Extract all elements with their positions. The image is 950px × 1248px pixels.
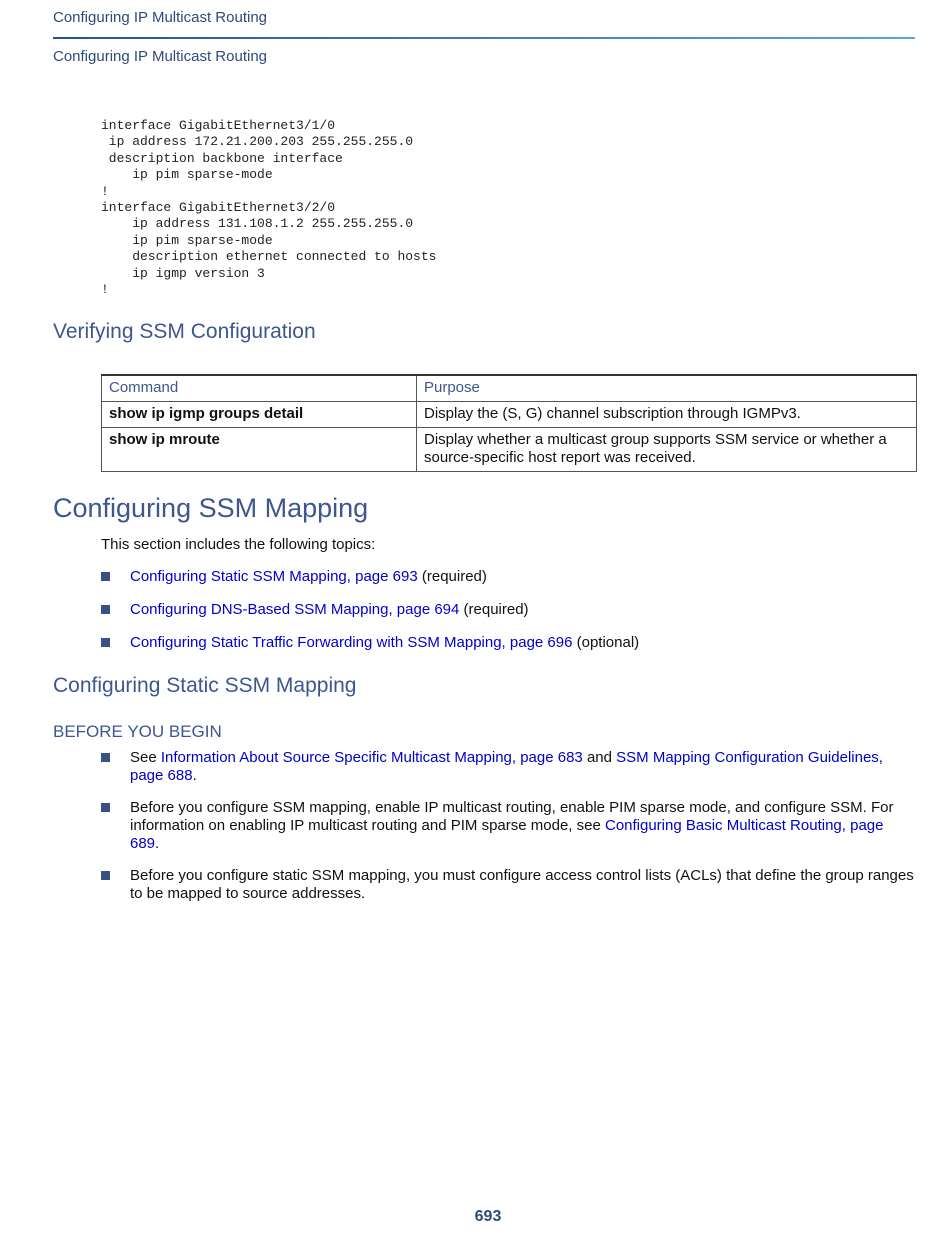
basic-multicast-link[interactable]: Configuring Basic Multicast Routing, page 689: [130, 817, 884, 852]
verify-heading: Verifying SSM Configuration: [53, 320, 316, 343]
bullet-square-icon: [101, 638, 110, 647]
list-item: [101, 867, 916, 903]
prereq-text: .: [155, 835, 160, 852]
list-item: [101, 568, 916, 586]
bullet-square-icon: [101, 605, 110, 614]
mapping-heading: Configuring SSM Mapping: [53, 493, 369, 523]
header-rule: [53, 37, 915, 39]
topic-suffix: (required): [417, 568, 487, 585]
config-code-block: interface GigabitEthernet3/1/0 ip address 172.21.200.203 255.255.255.0 description backbone interface ip pim sparse-mode ! interface GigabitEthernet3/2/0 ip address 131.108.1.2 255.255.255.0 ip pim sparse-mode description ethernet connected to hosts ip igmp version 3 !: [101, 118, 437, 298]
prereq-text: See: [130, 749, 161, 766]
bullet-square-icon: [101, 572, 110, 581]
prereq-text: Before you configure static SSM mapping, you must configure access control lists (ACLs) that define the group ranges to be mapped to source addresses.: [130, 867, 914, 902]
mapping-intro: This section includes the following topics:: [101, 536, 376, 553]
table-cell-purpose: Display whether a multicast group supports SSM service or whether a source-specific host report was received.: [417, 428, 917, 472]
table-row: [102, 428, 917, 472]
list-item: [101, 749, 916, 785]
table-cell-command: show ip igmp groups detail: [102, 402, 417, 428]
info-ssm-mapping-link[interactable]: Information About Source Specific Multicast Mapping, page 683: [160, 749, 583, 766]
topic-link-forwarding[interactable]: Configuring Static Traffic Forwarding with SSM Mapping, page 696: [130, 634, 573, 651]
topic-suffix: (optional): [572, 634, 640, 651]
table-header-purpose: Purpose: [417, 375, 917, 402]
page-number: 693: [474, 1208, 502, 1225]
list-item: [101, 634, 916, 652]
prereq-text: Before you configure SSM mapping, enable IP multicast routing, enable PIM sparse mode, and configure SSM. For information on enabling IP multicast routing and PIM sparse mode, see: [130, 799, 894, 834]
bullet-square-icon: [101, 753, 110, 762]
running-header-subtitle: Configuring IP Multicast Routing: [53, 48, 267, 65]
table-cell-command: show ip mroute: [102, 428, 417, 472]
topic-suffix: (required): [459, 601, 529, 618]
table-header-row: [102, 375, 917, 402]
bullet-square-icon: [101, 871, 110, 880]
bullet-square-icon: [101, 803, 110, 812]
table-header-command: Command: [102, 375, 417, 402]
topic-link-dns[interactable]: Configuring DNS-Based SSM Mapping, page 694: [130, 601, 460, 618]
list-item: [101, 799, 916, 853]
topic-list: [101, 568, 916, 652]
list-item: [101, 601, 916, 619]
running-header-title: Configuring IP Multicast Routing: [53, 9, 267, 26]
static-heading: Configuring Static SSM Mapping: [53, 674, 357, 697]
before-you-begin-heading: BEFORE YOU BEGIN: [53, 722, 222, 741]
ssm-guidelines-link[interactable]: SSM Mapping Configuration Guidelines, page 688: [130, 749, 883, 784]
prereq-text: and: [582, 749, 617, 766]
topic-link-static[interactable]: Configuring Static SSM Mapping, page 693: [130, 568, 418, 585]
verify-command-table: [101, 374, 917, 472]
prereq-text: .: [192, 767, 197, 784]
prereq-list: [101, 749, 916, 903]
table-cell-purpose: Display the (S, G) channel subscription through IGMPv3.: [417, 402, 917, 428]
table-row: [102, 402, 917, 428]
